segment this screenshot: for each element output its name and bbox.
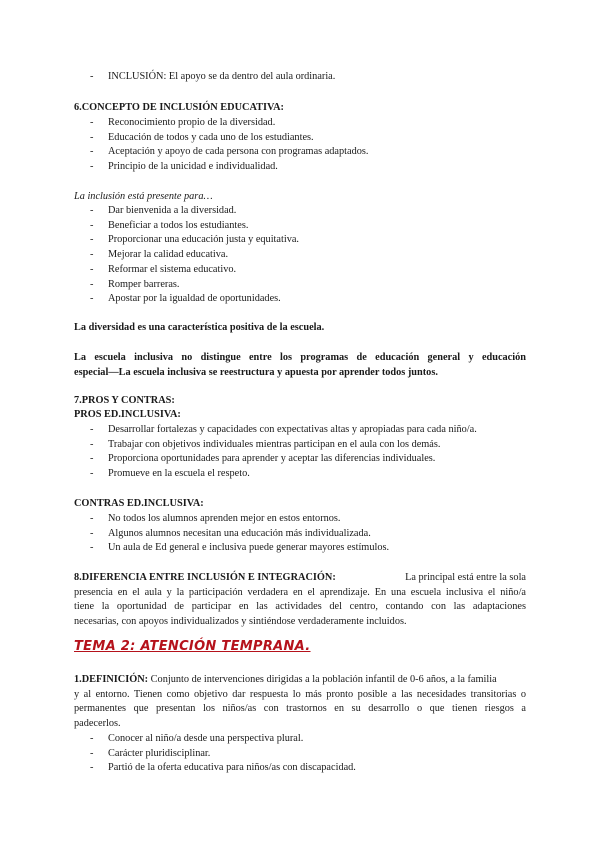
list-item: - Reformar el sistema educativo.	[74, 263, 526, 278]
section-7-heading: 7.PROS Y CONTRAS:	[74, 395, 175, 406]
text-line	[74, 673, 526, 688]
list-item: - INCLUSIÓN: El apoyo se da dentro del aula ordinaria.	[74, 70, 526, 85]
list-item: - Conocer al niño/a desde una perspectiva plural.	[74, 732, 526, 747]
definition-heading: 1.DEFINICIÓN:	[74, 674, 149, 685]
list-item: - Trabajar con objetivos individuales mientras participan en el aula con los demás.	[74, 438, 526, 453]
list-item: - Promueve en la escuela el respeto.	[74, 467, 526, 482]
list-item: - Algunos alumnos necesitan una educación más individualizada.	[74, 527, 526, 542]
pros-list	[74, 423, 526, 482]
list-item: - Proporcionar una educación justa y equitativa.	[74, 233, 526, 248]
contras-heading: CONTRAS ED.INCLUSIVA:	[74, 498, 204, 509]
definition-section	[74, 673, 526, 732]
section-8-text-start: La principal está entre la sola	[405, 572, 526, 583]
text-line: especial—La escuela inclusiva se reestructura y apuesta por aprender todos juntos.	[74, 366, 438, 378]
list-item: - Mejorar la calidad educativa.	[74, 248, 526, 263]
list-item: - Aceptación y apoyo de cada persona con programas adaptados.	[74, 145, 526, 160]
inclusive-school-statement	[74, 351, 526, 380]
text-line: necesarias, con apoyos individualizados y sintiéndose verdaderamente incluidos.	[74, 616, 407, 628]
section-8-heading: 8.DIFERENCIA ENTRE INCLUSIÓN E INTEGRACIÓN:	[74, 572, 336, 583]
inclusion-present-intro: La inclusión está presente para…	[74, 191, 213, 202]
text-line	[74, 571, 526, 586]
list-item: - Carácter pluridisciplinar.	[74, 747, 526, 762]
list-item: - Apostar por la igualdad de oportunidades.	[74, 292, 526, 307]
list-item: - Principio de la unicidad e individualidad.	[74, 160, 526, 175]
list-item: - Un aula de Ed general e inclusiva puede generar mayores estímulos.	[74, 541, 526, 556]
section-8	[74, 571, 526, 630]
text-line: tiene la oportunidad de participar en las actividades del centro, contando con las adaptaciones	[74, 601, 526, 613]
diversity-statement: La diversidad es una característica positiva de la escuela.	[74, 322, 325, 333]
inclusion-present-list	[74, 204, 526, 307]
contras-list	[74, 512, 526, 556]
section-6-heading: 6.CONCEPTO DE INCLUSIÓN EDUCATIVA:	[74, 102, 284, 113]
list-item: - Desarrollar fortalezas y capacidades con expectativas altas y apropiadas para cada niño/a.	[74, 423, 526, 438]
definition-list	[74, 732, 526, 776]
tema-2-title: TEMA 2: ATENCIÓN TEMPRANA.	[74, 639, 311, 654]
list-item: - Educación de todos y cada uno de los estudiantes.	[74, 131, 526, 146]
text-line: permanentes que presentan los niños/as con trastornos en su desarrollo o que tienen riesgos a	[74, 703, 526, 715]
list-item: - Reconocimiento propio de la diversidad.	[74, 116, 526, 131]
top-list	[74, 70, 526, 85]
text-line: y al entorno. Tienen como objetivo dar respuesta lo más pronto posible a las necesidades transitorias o	[74, 688, 526, 700]
list-item: - Dar bienvenida a la diversidad.	[74, 204, 526, 219]
section-6-list	[74, 116, 526, 175]
definition-text-start: Conjunto de intervenciones dirigidas a la población infantil de 0-6 años, a la familia	[150, 674, 497, 685]
list-item: - Romper barreras.	[74, 278, 526, 293]
text-line: La escuela inclusiva no distingue entre los programas de educación general y educación	[74, 352, 526, 363]
text-line: padecerlos.	[74, 718, 121, 730]
list-item: - No todos los alumnos aprenden mejor en estos entornos.	[74, 512, 526, 527]
list-item: - Proporciona oportunidades para aprender y aceptar las diferencias individuales.	[74, 452, 526, 467]
list-item: - Beneficiar a todos los estudiantes.	[74, 219, 526, 234]
list-item: - Partió de la oferta educativa para niños/as con discapacidad.	[74, 761, 526, 776]
pros-heading: PROS ED.INCLUSIVA:	[74, 409, 181, 420]
text-line: presencia en el aula y la participación verdadera en el aprendizaje. En una escuela inclusiva el niño/a	[74, 586, 526, 598]
